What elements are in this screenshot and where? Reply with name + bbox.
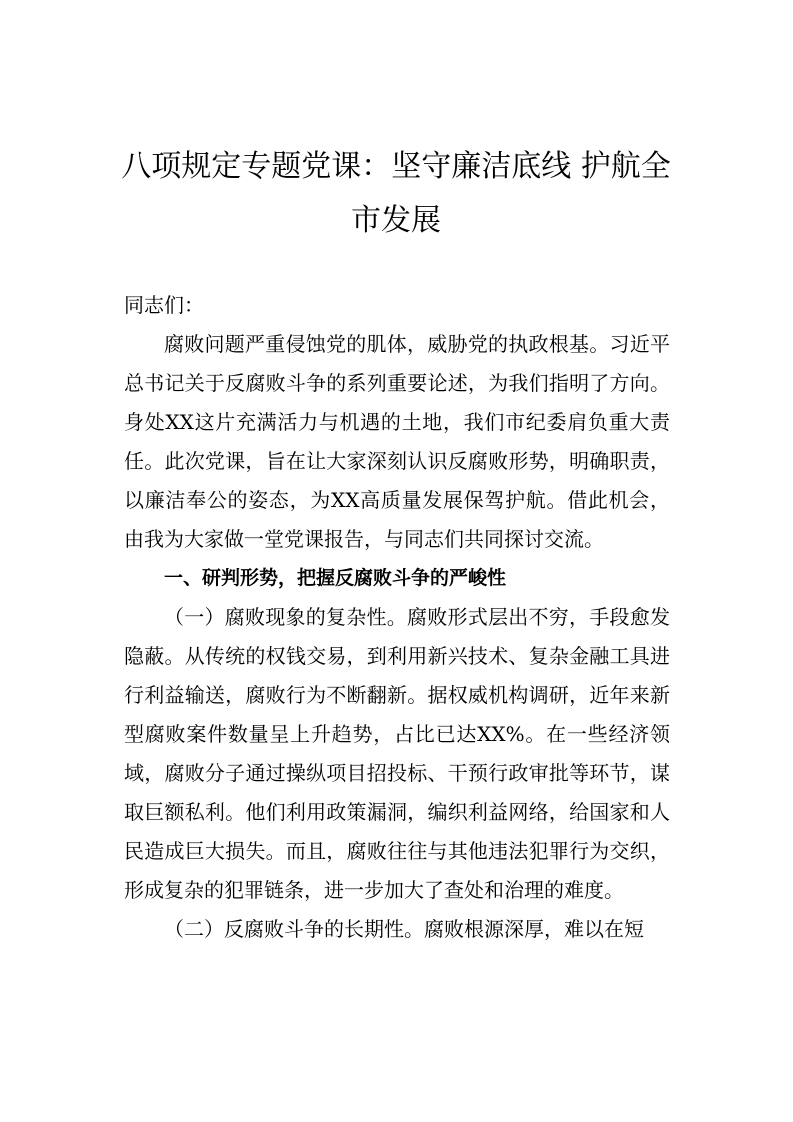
document-title: 八项规定专题党课：坚守廉洁底线 护航全市发展 [121,149,671,238]
intro-paragraph: 腐败问题严重侵蚀党的肌体，威胁党的执政根基。习近平总书记关于反腐败斗争的系列重要论述，为我们指明了方向。身处XX这片充满活力与机遇的土地，我们市纪委肩负重大责任。此次党课，旨在让大家深刻认识反腐败形势，明确职责，以廉洁奉公的姿态，为XX高质量发展保驾护航。借此机会，由我为大家做一堂党课报告，与同志们共同探讨交流。 [124,332,670,551]
subsection-paragraph-2: （二）反腐败斗争的长期性。腐败根源深厚，难以在短 [164,917,644,941]
section-heading: 一、研判形势，把握反腐败斗争的严峻性 [164,567,507,589]
subsection-paragraph-1: （一）腐败现象的复杂性。腐败形式层出不穷，手段愈发隐蔽。从传统的权钱交易，到利用新兴技术、复杂金融工具进行利益输送，腐败行为不断翻新。据权威机构调研，近年来新型腐败案件数量呈上升趋势，占比已达XX%。在一些经济领域，腐败分子通过操纵项目招投标、干预行政审批等环节，谋取巨额私利。他们利用政策漏洞，编织利益网络，给国家和人民造成巨大损失。而且，腐败往往与其他违法犯罪行为交织，形成复杂的犯罪链条，进一步加大了查处和治理的难度。 [124,605,670,902]
document-body [124,286,670,949]
salutation: 同志们： [124,293,204,317]
